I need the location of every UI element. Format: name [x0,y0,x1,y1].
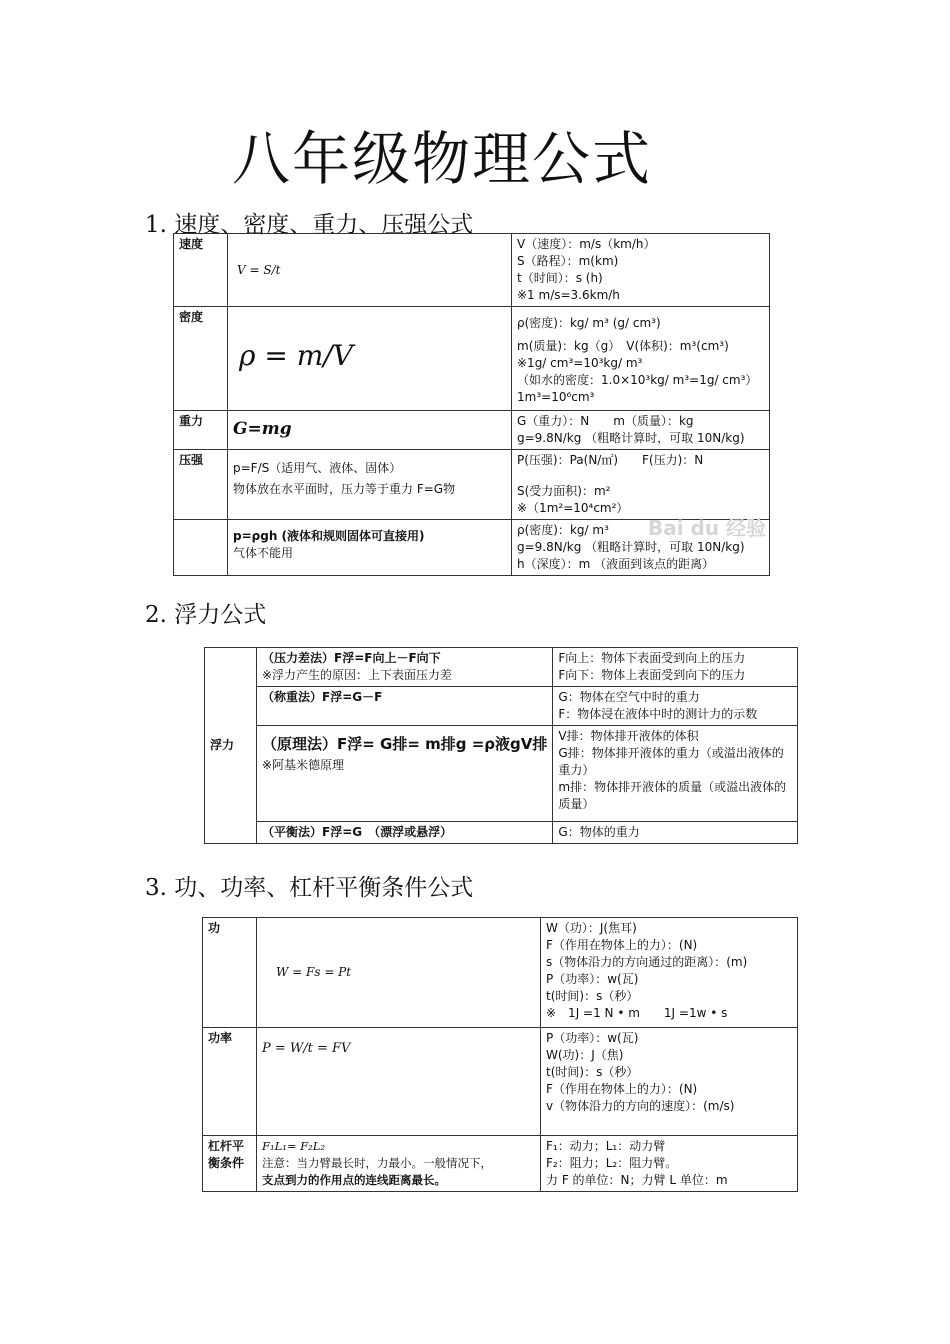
row-buoy-2 [205,687,798,726]
formula-work: W = Fs = Pt [276,965,352,979]
label-density: 密度 [174,307,228,411]
desc-line: t(时间)：s（秒） [546,989,639,1003]
label-buoyancy: 浮力 [205,648,257,844]
formula-archimedes: （原理法）F浮= G排= m排g =ρ液gV排 [262,735,548,753]
row-buoy-1 [205,648,798,687]
formula-speed: V = S/t [237,262,281,277]
section3-heading: 3. 功、功率、杠杆平衡条件公式 [145,875,474,901]
desc-line: g=9.8N/kg （粗略计算时，可取 10N/kg) [517,431,745,445]
row-buoy-4 [205,822,798,844]
formula-note: ※浮力产生的原因：上下表面压力差 [262,668,453,682]
desc-line: t(时间)：s（秒） [546,1065,639,1079]
desc-line: ※ 1J =1 N • m 1J =1w • s [546,1006,728,1020]
section2-heading: 2. 浮力公式 [145,602,267,628]
label-speed: 速度 [174,234,228,307]
label-pressure: 压强 [174,450,228,520]
desc-line: V（速度）：m/s（km/h） [517,237,656,251]
formula-note: ※阿基米德原理 [262,758,345,772]
desc-line: V排：物体排开液体的体积 [558,729,699,743]
section1-heading: 1. 速度、密度、重力、压强公式 [145,212,474,238]
desc-line: F（作用在物体上的力）：(N) [546,1082,698,1096]
desc-line: （如水的密度：1.0×10³kg/ m³=1g/ cm³） [517,373,758,387]
section3-table [202,917,798,1192]
formula-gravity: G=mg [233,419,292,439]
formula-pressure-difference: （压力差法）F浮=F向上－F向下 [262,651,441,665]
desc-line: v（物体沿力的方向的速度）：(m/s) [546,1099,735,1113]
formula-note: 气体不能用 [233,546,294,560]
watermark: Bai du 经验 [648,516,767,540]
desc-line: P（功率）：w(瓦) [546,972,639,986]
formula-weighing: （称重法）F浮=G－F [262,690,383,704]
desc-line: ※1 m/s=3.6km/h [517,288,620,302]
desc-line: ※（1m²=10⁴cm²） [517,501,629,515]
desc-line: ρ(密度)：kg/ m³ [517,523,609,537]
label-work: 功 [203,918,257,1028]
label-empty [174,520,228,576]
formula-pressure: p=F/S（适用气、液体、固体） [233,461,402,475]
row-pressure [174,450,770,520]
desc-line: ρ(密度)：kg/ m³ (g/ cm³) [517,316,661,330]
desc-line: G（重力）：N m（质量）：kg [517,414,694,428]
desc-line: F向上：物体下表面受到向上的压力 [558,651,746,665]
desc-line: P(压强)：Pa(N/㎡) F(压力)：N [517,453,704,467]
desc-line: S（路程）：m(km) [517,254,619,268]
formula-density: ρ = m/V [239,339,353,372]
formula-note: 注意：当力臂最长时，力最小。一般情况下， [262,1156,492,1170]
desc-line: G：物体在空气中时的重力 [558,690,700,704]
desc-line: F₁：动力；L₁：动力臂 [546,1139,666,1153]
desc-line: h（深度）：m （液面到该点的距离） [517,557,715,571]
desc-line: t（时间）：s (h) [517,271,603,285]
desc-line: m(质量)：kg（g） V(体积)：m³(cm³) [517,339,729,353]
formula-lever: F₁L₁= F₂L₂ [262,1139,325,1153]
desc-line: P（功率）：w(瓦) [546,1031,639,1045]
desc-line: 力 F 的单位：N；力臂 L 单位：m [546,1173,728,1187]
desc-line: s（物体沿力的方向通过的距离）：(m) [546,955,748,969]
row-speed [174,234,770,307]
desc-line: F（作用在物体上的力）：(N) [546,938,698,952]
desc-line: m排：物体排开液体的质量（或溢出液体的质量） [558,780,787,811]
page-title: 八年级物理公式 [232,125,653,193]
desc-line: 1m³=10⁶cm³ [517,390,595,404]
row-work [203,918,798,1028]
label-lever: 杠杆平衡条件 [203,1136,257,1192]
row-buoy-3 [205,726,798,822]
desc-line: F：物体浸在液体中时的测计力的示数 [558,707,758,721]
formula-note: 物体放在水平面时，压力等于重力 F=G物 [233,482,456,496]
desc-line: F₂：阻力；L₂：阻力臂。 [546,1156,678,1170]
formula-balance: （平衡法）F浮=G （漂浮或悬浮） [262,825,453,839]
label-power: 功率 [203,1028,257,1136]
desc-line: G：物体的重力 [558,825,640,839]
formula-note: 支点到力的作用点的连线距离最长。 [262,1173,446,1187]
row-density [174,307,770,411]
desc-line: W(功)：J（焦) [546,1048,624,1062]
desc-line: S(受力面积)：m² [517,484,611,498]
desc-line: G排：物体排开液体的重力（或溢出液体的重力） [558,746,784,777]
row-power [203,1028,798,1136]
desc-line: g=9.8N/kg （粗略计算时，可取 10N/kg) [517,540,745,554]
row-lever [203,1136,798,1192]
row-gravity [174,411,770,450]
section2-table [204,647,798,844]
label-gravity: 重力 [174,411,228,450]
formula-liquid-pressure: p=ρgh (液体和规则固体可直接用) [233,529,425,543]
desc-line: W（功）：J(焦耳) [546,921,637,935]
desc-line: ※1g/ cm³=10³kg/ m³ [517,356,643,370]
desc-line: F向下：物体上表面受到向下的压力 [558,668,746,682]
formula-power: P = W/t = FV [262,1041,351,1056]
